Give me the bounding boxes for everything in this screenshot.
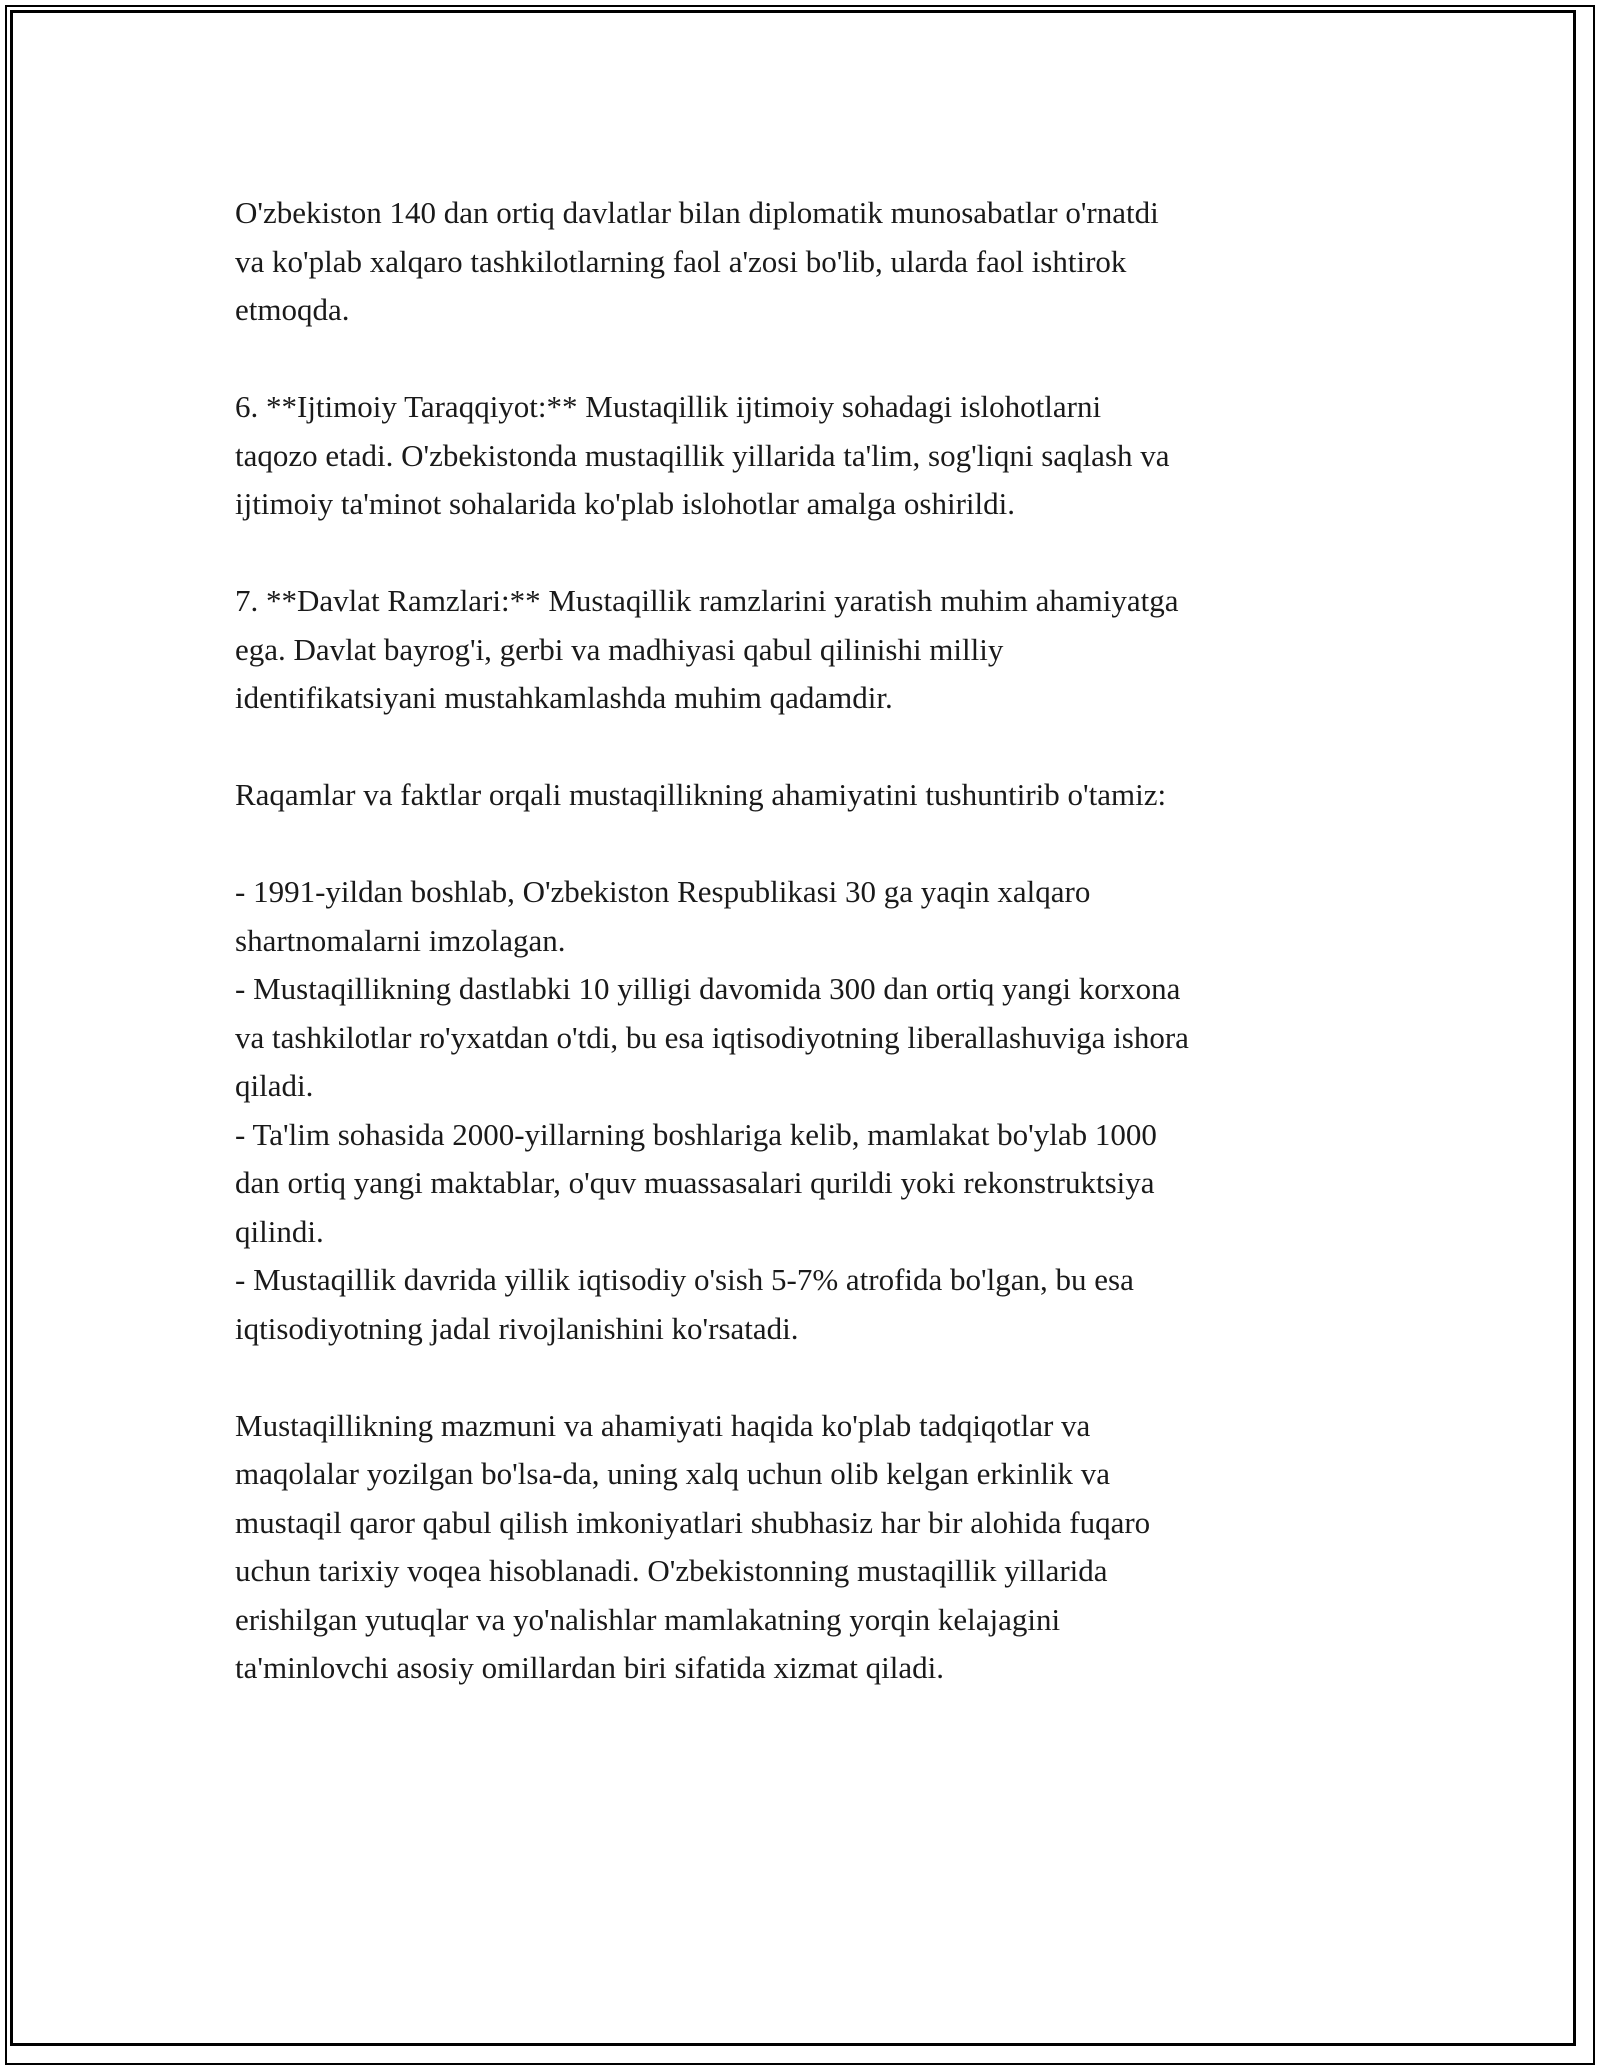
paragraph-social-development: [235, 383, 1365, 529]
list-item-line: qiladi.: [235, 1068, 314, 1103]
list-item-line: shartnomalarni imzolagan.: [235, 922, 566, 958]
list-item-line: va tashkilotlar ro'yxatdan o'tdi, bu esa iqtisodiyotning liberallashuviga ishora: [235, 1019, 1189, 1055]
paragraph-facts-list: [235, 868, 1365, 1353]
list-item-line: - 1991-yildan boshlab, O'zbekiston Respublikasi 30 ga yaqin xalqaro: [235, 874, 1091, 909]
text-line: 6. **Ijtimoiy Taraqqiyot:** Mustaqillik ijtimoiy sohadagi islohotlarni: [235, 389, 1102, 424]
document-body: [235, 189, 1365, 1693]
list-item-line: dan ortiq yangi maktablar, o'quv muassasalari qurildi yoki rekonstruktsiya: [235, 1165, 1155, 1200]
list-item-line: - Mustaqillik davrida yillik iqtisodiy o'sish 5-7% atrofida bo'lgan, bu esa: [235, 1262, 1134, 1297]
list-item-line: iqtisodiyotning jadal rivojlanishini ko'rsatadi.: [235, 1310, 799, 1346]
paragraph-diplomatic-relations: [235, 189, 1365, 335]
text-line: Raqamlar va faktlar orqali mustaqillikning ahamiyatini tushuntirib o'tamiz:: [235, 777, 1167, 812]
text-line: mustaqil qaror qabul qilish imkoniyatlari shubhasiz har bir alohida fuqaro: [235, 1504, 1151, 1540]
list-item-line: - Ta'lim sohasida 2000-yillarning boshlariga kelib, mamlakat bo'ylab 1000: [235, 1116, 1157, 1152]
text-line: ega. Davlat bayrog'i, gerbi va madhiyasi qabul qilinishi milliy: [235, 631, 1004, 667]
text-line: 7. **Davlat Ramzlari:** Mustaqillik ramzlarini yaratish muhim ahamiyatga: [235, 583, 1179, 618]
paragraph-facts-intro: [235, 771, 1365, 820]
text-line: ta'minlovchi asosiy omillardan biri sifatida xizmat qiladi.: [235, 1650, 944, 1685]
text-line: ijtimoiy ta'minot sohalarida ko'plab islohotlar amalga oshirildi.: [235, 486, 1016, 521]
text-line: O'zbekiston 140 dan ortiq davlatlar bilan diplomatik munosabatlar o'rnatdi: [235, 195, 1159, 230]
paragraph-state-symbols: [235, 577, 1365, 723]
paragraph-conclusion: [235, 1402, 1365, 1693]
text-line: etmoqda.: [235, 292, 350, 327]
text-line: identifikatsiyani mustahkamlashda muhim qadamdir.: [235, 680, 893, 715]
list-item-line: qilindi.: [235, 1213, 324, 1249]
text-line: Mustaqillikning mazmuni va ahamiyati haqida ko'plab tadqiqotlar va: [235, 1407, 1091, 1443]
text-line: taqozo etadi. O'zbekistonda mustaqillik yillarida ta'lim, sog'liqni saqlash va: [235, 437, 1170, 473]
text-line: erishilgan yutuqlar va yo'nalishlar mamlakatning yorqin kelajagini: [235, 1601, 1061, 1637]
list-item-line: - Mustaqillikning dastlabki 10 yilligi davomida 300 dan ortiq yangi korxona: [235, 971, 1181, 1006]
text-line: uchun tarixiy voqea hisoblanadi. O'zbekistonning mustaqillik yillarida: [235, 1553, 1108, 1588]
text-line: maqolalar yozilgan bo'lsa-da, uning xalq uchun olib kelgan erkinlik va: [235, 1456, 1111, 1491]
text-line: va ko'plab xalqaro tashkilotlarning faol a'zosi bo'lib, ularda faol ishtirok: [235, 243, 1127, 279]
